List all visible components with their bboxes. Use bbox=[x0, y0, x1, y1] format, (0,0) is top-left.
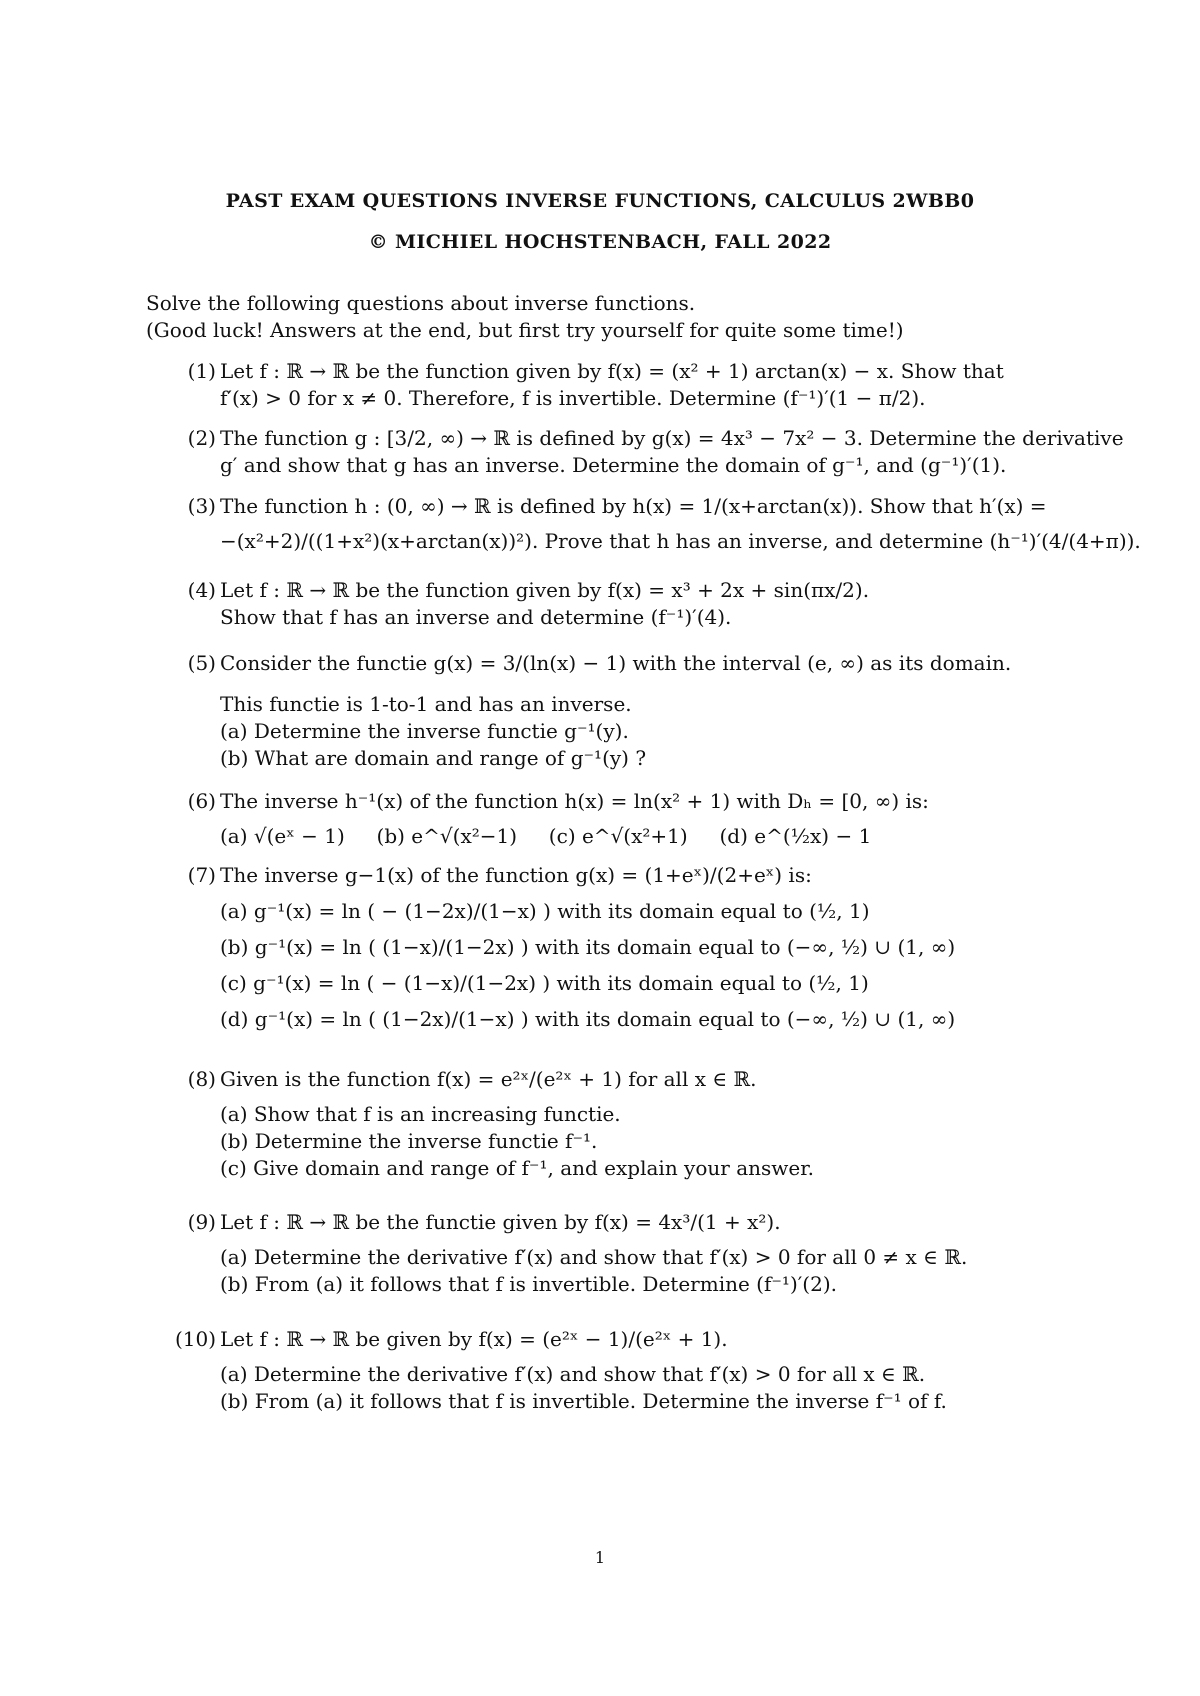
sub-question: (b) From (a) it follows that f is invertible. Determine (f⁻¹)′(2). bbox=[220, 1272, 837, 1296]
question-number: (7) bbox=[187, 863, 216, 887]
question-text: g′ and show that g has an inverse. Determine the domain of g⁻¹, and (g⁻¹)′(1). bbox=[220, 453, 1007, 477]
question-7 bbox=[146, 862, 1070, 1033]
question-text: −(x²+2)/((1+x²)(x+arctan(x))²). Prove that h has an inverse, and determine (h⁻¹)′(4/(4+π)). bbox=[220, 529, 1141, 553]
question-5 bbox=[146, 650, 1070, 772]
question-9 bbox=[146, 1209, 1070, 1298]
question-3 bbox=[146, 493, 1141, 555]
sub-question: (a) Determine the derivative f′(x) and show that f′(x) > 0 for all 0 ≠ x ∈ ℝ. bbox=[220, 1245, 968, 1269]
page-number: 1 bbox=[594, 1548, 606, 1567]
question-6 bbox=[146, 788, 1070, 850]
sub-question: (b) Determine the inverse functie f⁻¹. bbox=[220, 1129, 598, 1153]
question-text: This functie is 1-to-1 and has an inverse. bbox=[220, 692, 632, 716]
question-number: (9) bbox=[187, 1210, 216, 1234]
document-author: © MICHIEL HOCHSTENBACH, FALL 2022 bbox=[368, 231, 832, 253]
question-2 bbox=[146, 425, 1124, 479]
question-text: The function h : (0, ∞) → ℝ is defined by h(x) = 1/(x+arctan(x)). Show that h′(x) = bbox=[220, 494, 1047, 518]
intro-line: (Good luck! Answers at the end, but first try yourself for quite some time!) bbox=[146, 318, 904, 342]
question-text: Let f : ℝ → ℝ be the functie given by f(x) = 4x³/(1 + x²). bbox=[220, 1210, 781, 1234]
question-text: Consider the functie g(x) = 3/(ln(x) − 1) with the interval (e, ∞) as its domain. bbox=[220, 651, 1012, 675]
question-text: Given is the function f(x) = e²ˣ/(e²ˣ + 1) for all x ∈ ℝ. bbox=[220, 1067, 757, 1091]
sub-question: (a) Determine the inverse functie g⁻¹(y). bbox=[220, 719, 629, 743]
question-number: (8) bbox=[187, 1067, 216, 1091]
intro-line: Solve the following questions about inverse functions. bbox=[146, 291, 696, 315]
question-number: (2) bbox=[187, 426, 216, 450]
answer-options: (a) √(eˣ − 1) (b) e^√(x²−1) (c) e^√(x²+1) (d) e^(½x) − 1 bbox=[220, 824, 872, 848]
sub-question: (b) From (a) it follows that f is invertible. Determine the inverse f⁻¹ of f. bbox=[220, 1389, 947, 1413]
answer-option: (a) g⁻¹(x) = ln ( − (1−2x)/(1−x) ) with its domain equal to (½, 1) bbox=[220, 899, 870, 923]
question-number: (6) bbox=[187, 789, 216, 813]
question-8 bbox=[146, 1066, 1070, 1182]
sub-question: (c) Give domain and range of f⁻¹, and explain your answer. bbox=[220, 1156, 814, 1180]
question-number: (1) bbox=[187, 359, 216, 383]
answer-option: (d) g⁻¹(x) = ln ( (1−2x)/(1−x) ) with its domain equal to (−∞, ½) ∪ (1, ∞) bbox=[220, 1007, 956, 1031]
question-10 bbox=[146, 1326, 1070, 1415]
question-number: (10) bbox=[174, 1327, 216, 1351]
question-text: The inverse h⁻¹(x) of the function h(x) = ln(x² + 1) with Dₕ = [0, ∞) is: bbox=[220, 789, 929, 813]
question-number: (5) bbox=[187, 651, 216, 675]
question-number: (4) bbox=[187, 578, 216, 602]
question-4 bbox=[146, 577, 1070, 631]
sub-question: (b) What are domain and range of g⁻¹(y) ? bbox=[220, 746, 647, 770]
question-text: Let f : ℝ → ℝ be the function given by f(x) = x³ + 2x + sin(πx/2). bbox=[220, 578, 870, 602]
sub-question: (a) Determine the derivative f′(x) and show that f′(x) > 0 for all x ∈ ℝ. bbox=[220, 1362, 926, 1386]
question-1 bbox=[146, 358, 1070, 412]
answer-option: (b) g⁻¹(x) = ln ( (1−x)/(1−2x) ) with its domain equal to (−∞, ½) ∪ (1, ∞) bbox=[220, 935, 956, 959]
question-text: Show that f has an inverse and determine (f⁻¹)′(4). bbox=[220, 605, 732, 629]
sub-question: (a) Show that f is an increasing functie. bbox=[220, 1102, 621, 1126]
question-text: Let f : ℝ → ℝ be given by f(x) = (e²ˣ − 1)/(e²ˣ + 1). bbox=[220, 1327, 728, 1351]
document-title: PAST EXAM QUESTIONS INVERSE FUNCTIONS, CALCULUS 2WBB0 bbox=[225, 190, 975, 212]
question-text: f′(x) > 0 for x ≠ 0. Therefore, f is invertible. Determine (f⁻¹)′(1 − π/2). bbox=[220, 386, 926, 410]
question-text: The inverse g−1(x) of the function g(x) = (1+eˣ)/(2+eˣ) is: bbox=[220, 863, 812, 887]
question-text: The function g : [3/2, ∞) → ℝ is defined by g(x) = 4x³ − 7x² − 3. Determine the derivative bbox=[220, 426, 1124, 450]
answer-option: (c) g⁻¹(x) = ln ( − (1−x)/(1−2x) ) with its domain equal to (½, 1) bbox=[220, 971, 869, 995]
question-text: Let f : ℝ → ℝ be the function given by f(x) = (x² + 1) arctan(x) − x. Show that bbox=[220, 359, 1004, 383]
question-number: (3) bbox=[187, 494, 216, 518]
